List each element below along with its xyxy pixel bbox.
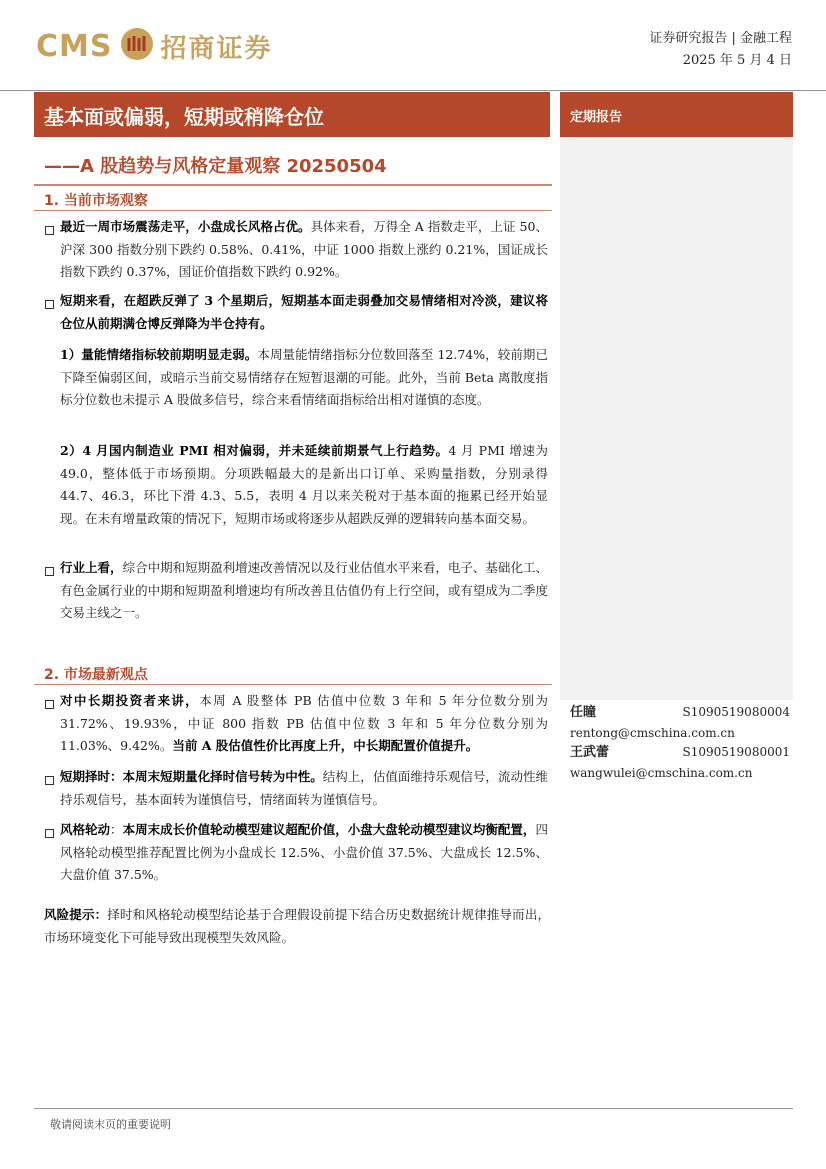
- header-meta: [649, 28, 792, 72]
- analyst-1: [570, 702, 790, 744]
- bullet-icon: [45, 700, 54, 709]
- logo-chinese-name: 招商证券: [160, 33, 273, 64]
- section-2-underline: [34, 684, 552, 685]
- header-divider: [0, 90, 826, 91]
- s1-paragraph-2: 短期来看，在超跌反弹了 3 个星期后，短期基本面走弱叠加交易情绪相对冷淡，建议将仓位从前期满仓博反弹降为半仓持有。: [60, 293, 548, 331]
- report-subtitle: ——A 股趋势与风格定量观察 20250504: [44, 156, 387, 177]
- s1-paragraph-5: 行业上看，综合中期和短期盈利增速改善情况以及行业估值水平来看，电子、基础化工、有色金属行业的中期和短期盈利增速均有所改善且估值仍有上行空间，或有望成为二季度交易主线之一。: [60, 560, 548, 620]
- bullet-icon: [45, 300, 54, 309]
- report-type: 证券研究报告 | 金融工程: [649, 31, 792, 46]
- footer-divider: [34, 1108, 793, 1109]
- analyst-license: S1090519080001: [682, 745, 790, 759]
- side-label: 定期报告: [570, 110, 623, 125]
- section-2-heading: 2. 市场最新观点: [44, 667, 148, 683]
- report-title: 基本面或偏弱，短期或稍降仓位: [44, 105, 324, 129]
- s2-paragraph-3: 风格轮动：本周末成长价值轮动模型建议超配价值，小盘大盘轮动模型建议均衡配置，四风格轮动模型推荐配置比例为小盘成长 12.5%、小盘价值 37.5%、大盘成长 12.5%、大盘价值 37.5%。: [60, 822, 548, 882]
- analyst-2: [570, 742, 790, 784]
- report-date: 2025 年 5 月 4 日: [682, 53, 792, 68]
- s2-paragraph-2: 短期择时：本周末短期量化择时信号转为中性。结构上，估值面维持乐观信号，流动性维持乐观信号，基本面转为谨慎信号，情绪面转为谨慎信号。: [60, 769, 548, 807]
- analyst-name: 任瞳: [570, 705, 597, 720]
- bullet-icon: [45, 776, 54, 785]
- logo-cms-text: CMS: [36, 28, 113, 64]
- analyst-email[interactable]: wangwulei@cmschina.com.cn: [570, 766, 753, 780]
- company-logo: [36, 28, 273, 64]
- risk-warning: 风险提示：择时和风格轮动模型结论基于合理假设前提下结合历史数据统计规律推导而出，市场环境变化下可能导致出现模型失效风险。: [44, 907, 550, 945]
- analyst-name: 王武蕾: [570, 745, 610, 760]
- section-1-underline: [34, 210, 552, 211]
- section-1-divider: [34, 184, 552, 186]
- section-1-heading: 1. 当前市场观察: [44, 193, 148, 209]
- analyst-license: S1090519080004: [682, 705, 790, 719]
- s2-paragraph-1: 对中长期投资者来讲，本周 A 股整体 PB 估值中位数 3 年和 5 年分位数分别为 31.72%、19.93%，中证 800 指数 PB 估值中位数 3 年和 5 年分位数分别为 11.03%、9.42%。当前 A 股估值性价比再度上升，中长期配置价值提升。: [60, 693, 548, 753]
- analyst-email[interactable]: rentong@cmschina.com.cn: [570, 726, 735, 740]
- bullet-icon: [45, 567, 54, 576]
- bullet-icon: [45, 226, 54, 235]
- s1-paragraph-3: 1）量能情绪指标较前期明显走弱。本周量能情绪指标分位数回落至 12.74%，较前期已下降至偏弱区间，或暗示当前交易情绪存在短暂退潮的可能。此外，当前 Beta 离散度指标分位数也未提示 A 股做多信号，综合来看情绪面指标给出相对谨慎的态度。: [60, 347, 549, 407]
- s1-paragraph-1: 最近一周市场震荡走平，小盘成长风格占优。具体来看，万得全 A 指数走平，上证 50、沪深 300 指数分别下跌约 0.58%、0.41%，中证 1000 指数上涨约 0.21%，国证成长指数下跌约 0.37%，国证价值指数下跌约 0.92%。: [60, 219, 548, 279]
- sidebar-panel: [560, 137, 793, 700]
- s1-paragraph-4: 2）4 月国内制造业 PMI 相对偏弱，并未延续前期景气上行趋势。4 月 PMI 增速为 49.0，整体低于市场预期。分项跌幅最大的是新出口订单、采购量指数，分别录得 44.7、46.3，环比下滑 4.3、5.5，表明 4 月以来关税对于基本面的拖累已经开始显现。在未有增量政策的情况下，短期市场或将逐步从超跌反弹的逻辑转向基本面交易。: [60, 443, 548, 526]
- footer-disclaimer: 敬请阅读末页的重要说明: [50, 1118, 171, 1131]
- logo-mark-icon: [120, 27, 154, 65]
- bullet-icon: [45, 829, 54, 838]
